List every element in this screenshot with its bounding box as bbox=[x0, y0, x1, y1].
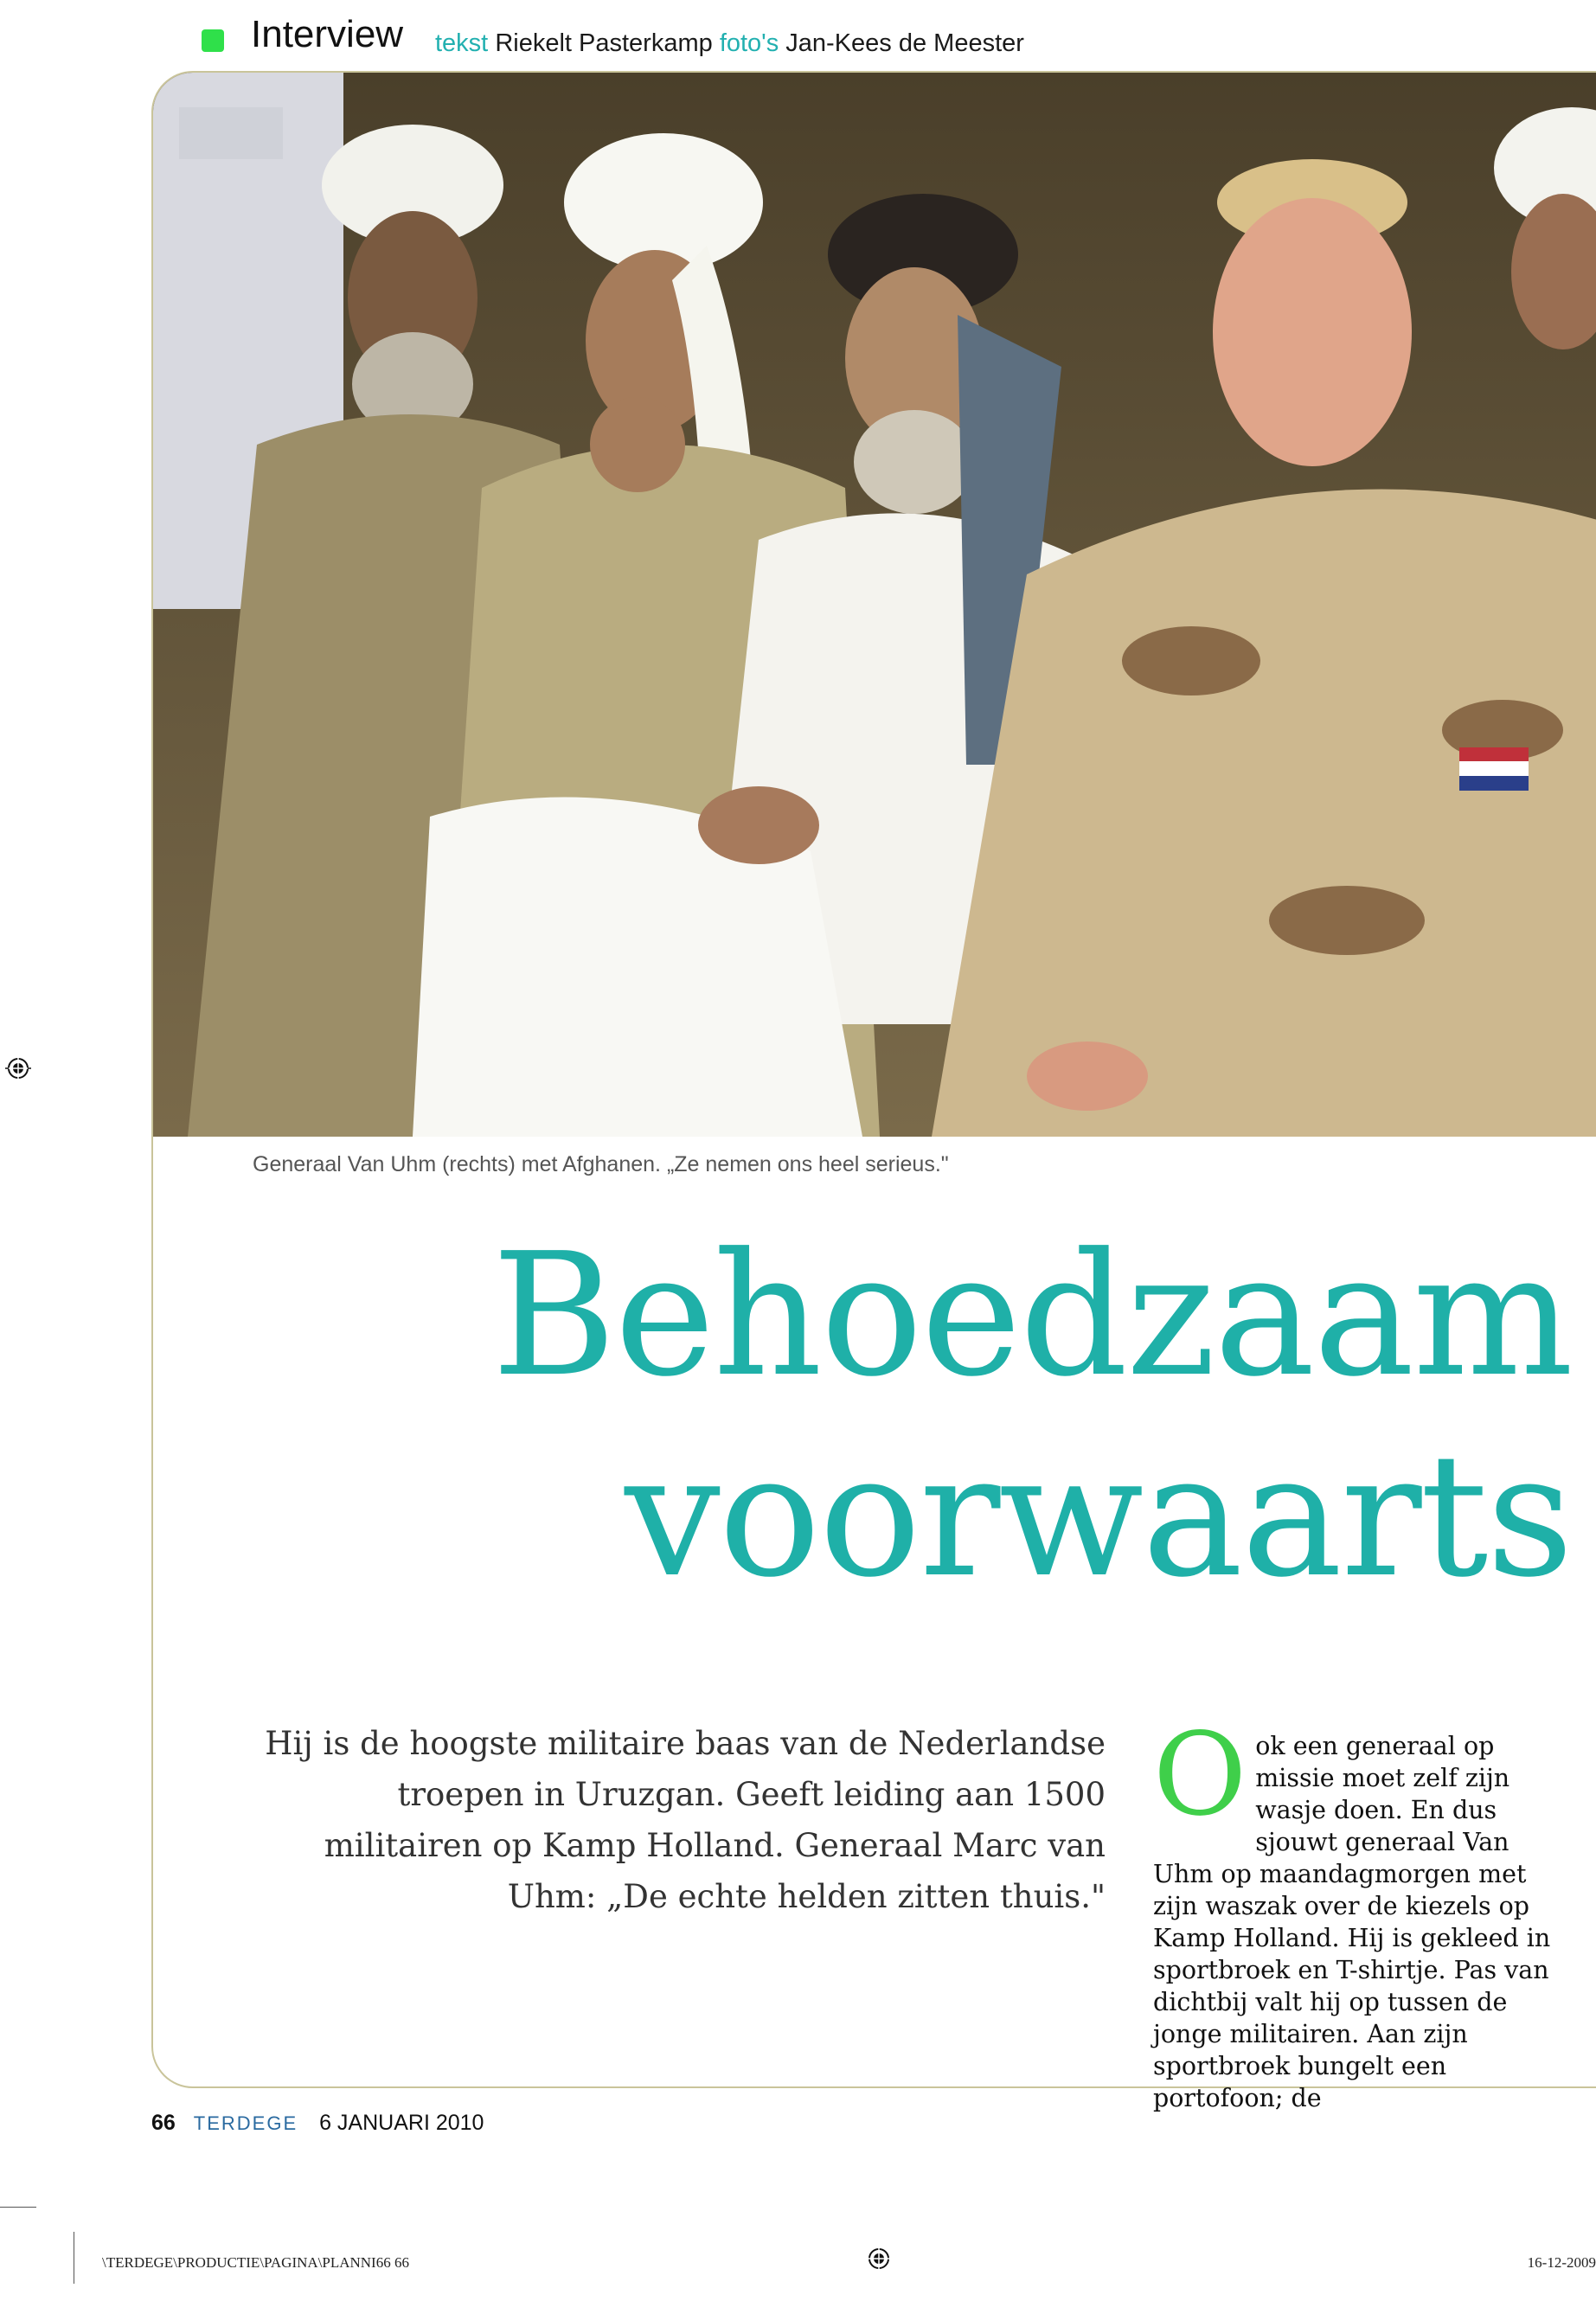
photographer-name: Jan-Kees de Meester bbox=[785, 29, 1024, 57]
issue-date: 6 JANUARI 2010 bbox=[319, 2111, 484, 2135]
section-label: Interview bbox=[251, 13, 404, 55]
author-name: Riekelt Pasterkamp bbox=[495, 29, 713, 57]
page-footer bbox=[151, 2111, 484, 2136]
page-number: 66 bbox=[151, 2111, 176, 2135]
headline-line-1: Behoedzaam bbox=[491, 1217, 1572, 1414]
credit-photo-label: foto's bbox=[719, 29, 779, 57]
section-marker-icon bbox=[202, 29, 224, 52]
slug-path: \TERDEGE\PRODUCTIE\PAGINA\PLANNI66 66 bbox=[102, 2254, 409, 2271]
intro-paragraph: Hij is de hoogste militaire baas van de Nederlandse troepen in Uruzgan. Geeft leiding aan 1500 militairen op Kamp Holland. Generaal Marc van Uhm: „De echte helden zitten thuis." bbox=[265, 1725, 1106, 1915]
photo-illustration bbox=[153, 73, 1596, 1137]
article-photo bbox=[153, 73, 1596, 1137]
registration-mark-icon bbox=[866, 2246, 892, 2272]
headline bbox=[378, 1215, 1572, 1617]
registration-mark-icon bbox=[5, 1055, 31, 1081]
slug-date: 16-12-2009 bbox=[1527, 2254, 1596, 2271]
body-text: ok een generaal op missie moet zelf zijn wasje doen. En dus sjouwt generaal Van Uhm op maandagmorgen met zijn waszak over de kiezels op Kamp Holland. Hij is gekleed in sportbroek en T-shirtje. Pas van dichtbij valt hij op tussen de jonge militairen. Aan zijn sportbroek bungelt een portofoon; de bbox=[1153, 1732, 1551, 2112]
credit-text-label: tekst bbox=[435, 29, 489, 57]
magazine-name: TERDEGE bbox=[193, 2112, 298, 2134]
drop-cap: O bbox=[1153, 1708, 1247, 1842]
photo-caption: Generaal Van Uhm (rechts) met Afghanen. „Ze nemen ons heel serieus." bbox=[253, 1152, 949, 1176]
crop-mark bbox=[0, 2207, 36, 2208]
headline-line-2: voorwaarts bbox=[625, 1418, 1572, 1615]
body-column bbox=[1153, 1708, 1568, 2114]
credits-line bbox=[435, 31, 1024, 56]
